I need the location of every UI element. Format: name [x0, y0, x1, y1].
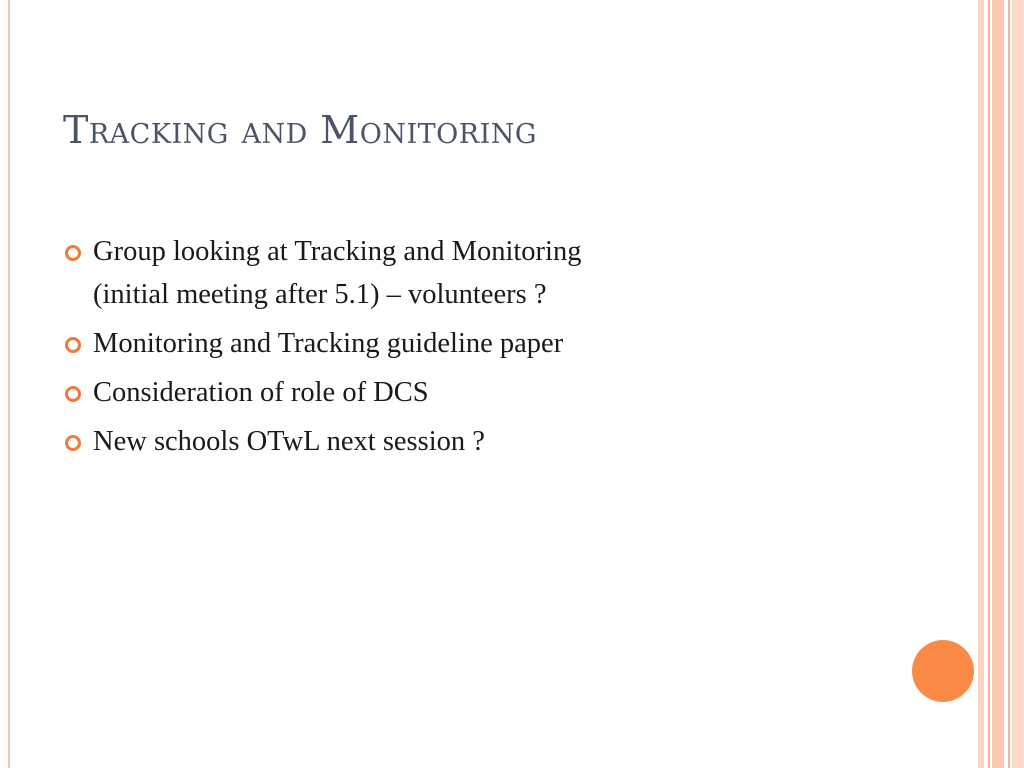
right-decorative-stripe [992, 0, 1004, 768]
hollow-circle-bullet-icon [65, 337, 81, 353]
right-decorative-stripe [988, 0, 990, 768]
hollow-circle-bullet-icon [65, 386, 81, 402]
hollow-circle-bullet-icon [65, 435, 81, 451]
bullet-text: Consideration of role of DCS [93, 377, 429, 408]
bullet-item [63, 420, 943, 463]
left-border-line [8, 0, 10, 768]
bullet-item [63, 230, 943, 316]
hollow-circle-bullet-icon [65, 245, 81, 261]
orange-circle-icon [912, 640, 974, 702]
bullet-item [63, 322, 943, 365]
bullet-item [63, 371, 943, 414]
right-decorative-stripe [978, 0, 984, 768]
bullet-text: Monitoring and Tracking guideline paper [93, 328, 564, 359]
bullet-text: Group looking at Tracking and Monitoring (initial meeting after 5.1) – volunteers ? [93, 236, 582, 310]
bullet-text: New schools OTwL next session ? [93, 426, 485, 457]
bullet-list [63, 230, 943, 469]
right-decorative-stripe [1008, 0, 1010, 768]
slide-title: Tracking and Monitoring [63, 108, 537, 152]
right-decorative-stripe [1012, 0, 1024, 768]
